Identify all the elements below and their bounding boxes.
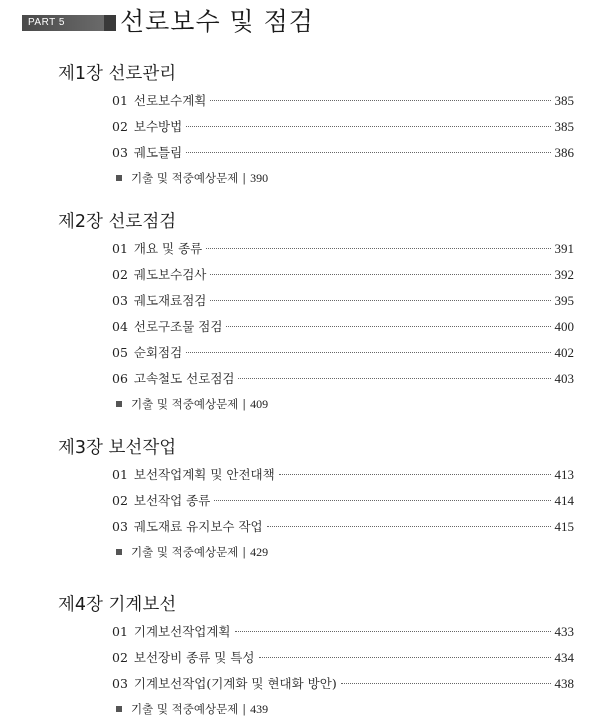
- exercise-entry[interactable]: [112, 392, 574, 416]
- dot-leader: [210, 100, 550, 101]
- dot-leader: [235, 631, 551, 632]
- square-bullet-icon: [116, 549, 122, 555]
- exercise-label: 기출 및 적중예상문제: [131, 702, 239, 716]
- square-bullet-icon: [116, 706, 122, 712]
- entry-page: 403: [554, 371, 574, 386]
- part-badge: PART 5: [22, 15, 104, 31]
- dot-leader: [206, 248, 550, 249]
- entry-number: 01: [112, 241, 128, 256]
- toc-entry[interactable]: [112, 645, 574, 671]
- dot-leader: [186, 152, 550, 153]
- entry-label: 보선작업계획 및 안전대책: [133, 467, 275, 482]
- entry-number: 05: [112, 345, 128, 360]
- entry-page: 391: [554, 241, 574, 256]
- entry-page: 402: [554, 345, 574, 360]
- toc-entry[interactable]: [112, 314, 574, 340]
- square-bullet-icon: [116, 175, 122, 181]
- entry-label: 기계보선작업(기계화 및 현대화 방안): [133, 676, 337, 691]
- toc-entry[interactable]: [112, 236, 574, 262]
- exercise-page: 429: [250, 545, 269, 559]
- toc-entries: [112, 619, 574, 721]
- chapter-title: 제2장 선로점검: [58, 212, 177, 232]
- exercise-label: 기출 및 적중예상문제: [131, 397, 239, 411]
- entry-number: 02: [112, 119, 128, 134]
- entry-label: 궤도재료점검: [133, 293, 207, 308]
- toc-entry[interactable]: [112, 288, 574, 314]
- toc-entries: [112, 88, 574, 190]
- entry-number: 02: [112, 650, 128, 665]
- entry-number: 04: [112, 319, 128, 334]
- entry-number: 03: [112, 676, 128, 691]
- entry-number: 01: [112, 467, 128, 482]
- part-title: 선로보수 및 점검: [120, 7, 314, 36]
- exercise-separator: |: [242, 545, 247, 559]
- part-header: [22, 4, 592, 40]
- exercise-entry[interactable]: [112, 540, 574, 564]
- exercise-page: 390: [250, 171, 269, 185]
- dot-leader: [210, 274, 550, 275]
- toc-entry[interactable]: [112, 340, 574, 366]
- entry-number: 01: [112, 624, 128, 639]
- toc-entry[interactable]: [112, 671, 574, 697]
- entry-page: 438: [554, 676, 574, 691]
- entry-label: 궤도재료 유지보수 작업: [133, 519, 263, 534]
- exercise-label: 기출 및 적중예상문제: [131, 171, 239, 185]
- entry-page: 385: [554, 93, 574, 108]
- entry-label: 보선장비 종류 및 특성: [133, 650, 255, 665]
- entry-label: 기계보선작업계획: [133, 624, 231, 639]
- dot-leader: [214, 500, 550, 501]
- exercise-entry[interactable]: [112, 697, 574, 721]
- dot-leader: [267, 526, 551, 527]
- entry-number: 03: [112, 519, 128, 534]
- entry-label: 개요 및 종류: [133, 241, 203, 256]
- toc-entry[interactable]: [112, 514, 574, 540]
- entry-number: 02: [112, 267, 128, 282]
- dot-leader: [259, 657, 551, 658]
- chapter-title: 제4장 기계보선: [58, 595, 177, 615]
- entry-number: 02: [112, 493, 128, 508]
- dot-leader: [210, 300, 550, 301]
- exercise-separator: |: [242, 397, 247, 411]
- dot-leader: [341, 683, 551, 684]
- entry-page: 386: [554, 145, 574, 160]
- exercise-separator: |: [242, 171, 247, 185]
- entry-page: 414: [554, 493, 574, 508]
- toc-entry[interactable]: [112, 462, 574, 488]
- toc-entry[interactable]: [112, 366, 574, 392]
- square-bullet-icon: [116, 401, 122, 407]
- entry-page: 395: [554, 293, 574, 308]
- exercise-label: 기출 및 적중예상문제: [131, 545, 239, 559]
- entry-label: 선로구조물 점검: [133, 319, 223, 334]
- dot-leader: [186, 352, 550, 353]
- exercise-entry[interactable]: [112, 166, 574, 190]
- dot-leader: [279, 474, 551, 475]
- toc-entry[interactable]: [112, 619, 574, 645]
- toc-entry[interactable]: [112, 88, 574, 114]
- entry-page: 392: [554, 267, 574, 282]
- entry-label: 보선작업 종류: [133, 493, 211, 508]
- entry-page: 415: [554, 519, 574, 534]
- entry-page: 433: [554, 624, 574, 639]
- dot-leader: [186, 126, 550, 127]
- entry-label: 선로보수계획: [133, 93, 207, 108]
- dot-leader: [238, 378, 550, 379]
- entry-label: 궤도틀림: [133, 145, 183, 160]
- entry-page: 400: [554, 319, 574, 334]
- entry-number: 06: [112, 371, 128, 386]
- entry-number: 03: [112, 145, 128, 160]
- chapter-title: 제1장 선로관리: [58, 64, 177, 84]
- toc-entry[interactable]: [112, 488, 574, 514]
- entry-page: 413: [554, 467, 574, 482]
- entry-page: 385: [554, 119, 574, 134]
- entry-label: 궤도보수검사: [133, 267, 207, 282]
- exercise-page: 439: [250, 702, 269, 716]
- entry-page: 434: [554, 650, 574, 665]
- entry-number: 01: [112, 93, 128, 108]
- toc-entries: [112, 236, 574, 416]
- toc-entry[interactable]: [112, 114, 574, 140]
- exercise-separator: |: [242, 702, 247, 716]
- toc-entry[interactable]: [112, 140, 574, 166]
- entry-label: 순회점검: [133, 345, 183, 360]
- toc-entry[interactable]: [112, 262, 574, 288]
- entry-label: 고속철도 선로점검: [133, 371, 235, 386]
- entry-label: 보수방법: [133, 119, 183, 134]
- toc-entries: [112, 462, 574, 564]
- entry-number: 03: [112, 293, 128, 308]
- dot-leader: [226, 326, 550, 327]
- chapter-title: 제3장 보선작업: [58, 438, 177, 458]
- exercise-page: 409: [250, 397, 269, 411]
